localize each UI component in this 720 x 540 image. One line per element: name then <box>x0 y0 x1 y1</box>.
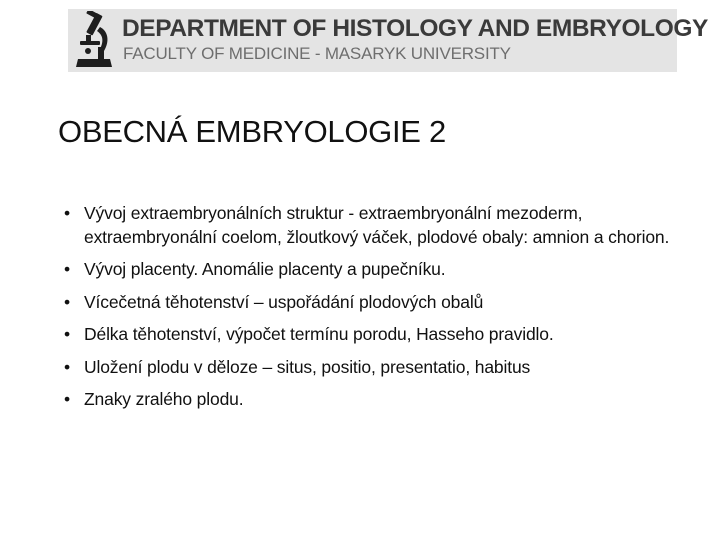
bullet-item: • Vývoj extraembryonálních struktur - extraembryonální mezoderm, extraembryonální coelom, žloutkový váček, plodové obaly: amnion a chorion. <box>64 202 704 249</box>
department-name: DEPARTMENT OF HISTOLOGY AND EMBRYOLOGY <box>122 15 708 42</box>
slide-title: OBECNÁ EMBRYOLOGIE 2 <box>58 114 446 149</box>
bullet-item: • Uložení plodu v děloze – situs, positio, presentatio, habitus <box>64 356 704 380</box>
bullet-item: • Vícečetná těhotenství – uspořádání plodových obalů <box>64 291 704 315</box>
faculty-name: FACULTY OF MEDICINE - MASARYK UNIVERSITY <box>123 44 511 63</box>
microscope-icon <box>74 11 114 69</box>
bullet-list <box>64 202 704 421</box>
bullet-item: • Délka těhotenství, výpočet termínu porodu, Hasseho pravidlo. <box>64 323 704 347</box>
header-banner <box>68 9 708 72</box>
bullet-item: • Vývoj placenty. Anomálie placenty a pupečníku. <box>64 258 704 282</box>
bullet-item: • Znaky zralého plodu. <box>64 388 704 412</box>
